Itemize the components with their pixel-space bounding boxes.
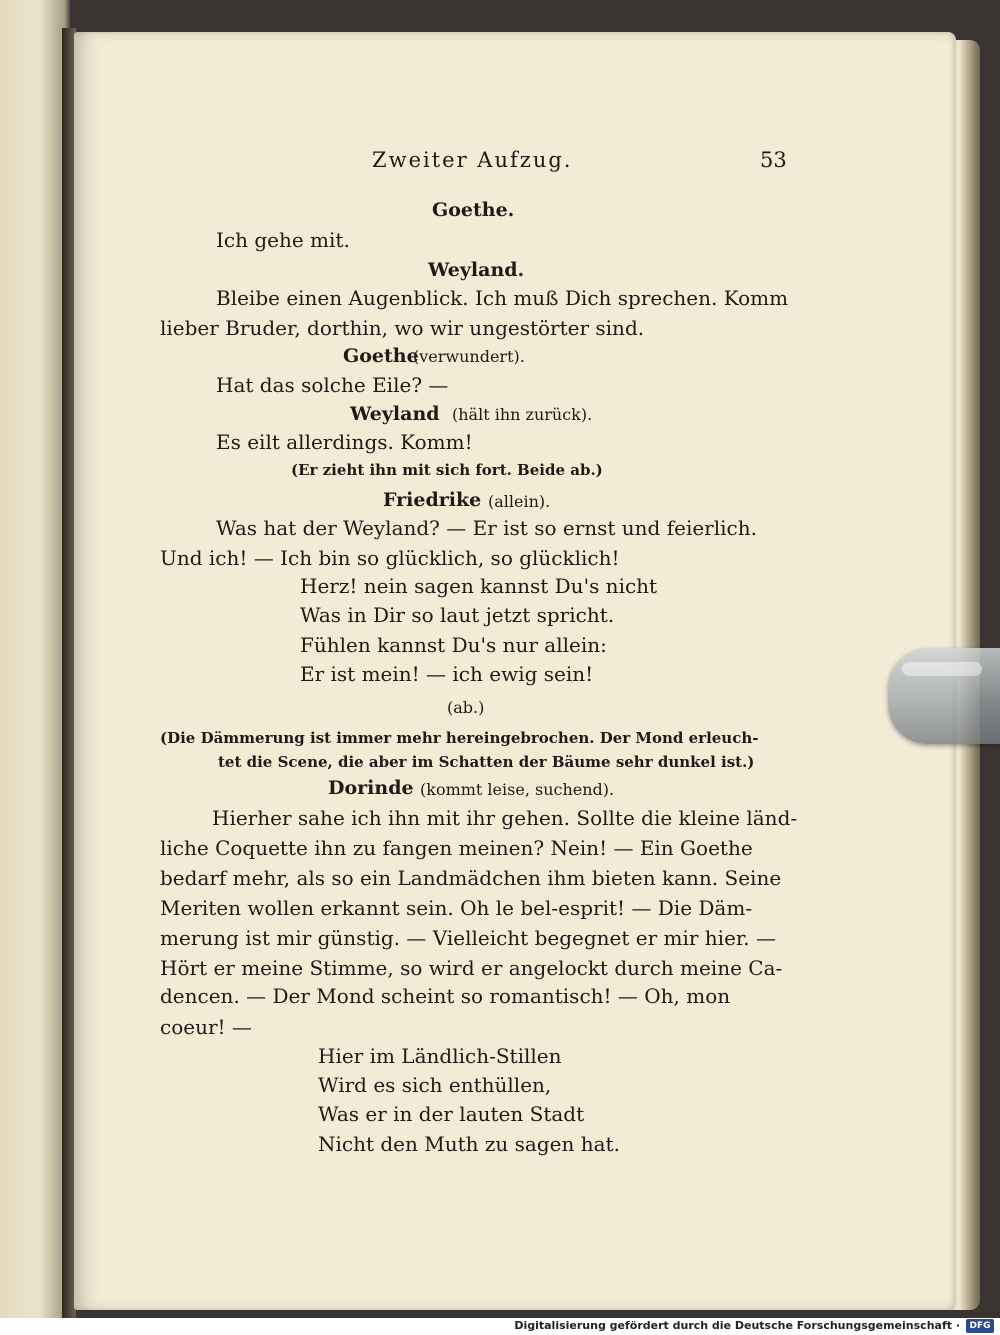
page-clip bbox=[888, 648, 1000, 744]
facing-page-edge bbox=[0, 0, 70, 1318]
verse-line: Fühlen kannst Du's nur allein: bbox=[300, 633, 607, 657]
dialogue-line: bedarf mehr, als so ein Landmädchen ihm bieten kann. Seine bbox=[160, 866, 782, 890]
dialogue-line: Hat das solche Eile? — bbox=[216, 373, 449, 397]
dialogue-line: Hierher sahe ich ihn mit ihr gehen. Sollte die kleine länd- bbox=[212, 806, 798, 830]
dfg-logo: DFG bbox=[966, 1319, 994, 1333]
dialogue-line: Ich gehe mit. bbox=[216, 228, 350, 252]
dialogue-line: Meriten wollen erkannt sein. Oh le bel-esprit! — Die Däm- bbox=[160, 896, 753, 920]
dialogue-line: Was hat der Weyland? — Er ist so ernst und feierlich. bbox=[216, 516, 757, 540]
speaker-friedrike: Friedrike bbox=[383, 489, 482, 511]
verse-line: Hier im Ländlich-Stillen bbox=[318, 1044, 562, 1068]
speaker-goethe: Goethe bbox=[343, 345, 419, 367]
verse-line: Was in Dir so laut jetzt spricht. bbox=[300, 603, 615, 627]
page-number: 53 bbox=[760, 148, 787, 172]
speaker-dorinde: Dorinde bbox=[328, 777, 414, 799]
speaker-goethe: Goethe. bbox=[432, 199, 515, 221]
dialogue-line: lieber Bruder, dorthin, wo wir ungestörter sind. bbox=[160, 316, 645, 340]
dialogue-line: Hört er meine Stimme, so wird er angelockt durch meine Ca- bbox=[160, 956, 783, 980]
digitization-footer bbox=[0, 1318, 1000, 1335]
running-title: Zweiter Aufzug. bbox=[372, 148, 573, 172]
verse-line: Wird es sich enthüllen, bbox=[318, 1073, 552, 1097]
dialogue-line: coeur! — bbox=[160, 1015, 252, 1039]
dialogue-line: merung ist mir günstig. — Vielleicht begegnet er mir hier. — bbox=[160, 926, 776, 950]
dialogue-line: Bleibe einen Augenblick. Ich muß Dich sprechen. Komm bbox=[216, 286, 789, 310]
dialogue-line: liche Coquette ihn zu fangen meinen? Nein! — Ein Goethe bbox=[160, 836, 753, 860]
dialogue-line: Und ich! — Ich bin so glücklich, so glücklich! bbox=[160, 546, 620, 570]
stage-direction: (verwundert). bbox=[413, 347, 525, 366]
stage-direction: (ab.) bbox=[447, 698, 485, 717]
speaker-weyland: Weyland. bbox=[428, 259, 525, 281]
speaker-weyland: Weyland bbox=[350, 403, 440, 425]
verse-line: Herz! nein sagen kannst Du's nicht bbox=[300, 574, 658, 598]
stage-direction: (kommt leise, suchend). bbox=[420, 780, 615, 799]
dialogue-line: Es eilt allerdings. Komm! bbox=[216, 430, 473, 454]
verse-line: Er ist mein! — ich ewig sein! bbox=[300, 662, 594, 686]
funding-credit: Digitalisierung gefördert durch die Deutsche Forschungsgemeinschaft · bbox=[514, 1319, 960, 1332]
stage-direction: tet die Scene, die aber im Schatten der Bäume sehr dunkel ist.) bbox=[218, 753, 755, 771]
stage-direction: (allein). bbox=[488, 492, 551, 511]
stage-direction: (Die Dämmerung ist immer mehr hereingebrochen. Der Mond erleuch- bbox=[160, 729, 759, 747]
stage-direction: (hält ihn zurück). bbox=[452, 405, 593, 424]
verse-line: Was er in der lauten Stadt bbox=[318, 1102, 585, 1126]
dialogue-line: dencen. — Der Mond scheint so romantisch! — Oh, mon bbox=[160, 984, 731, 1008]
verse-line: Nicht den Muth zu sagen hat. bbox=[318, 1132, 620, 1156]
stage-direction: (Er zieht ihn mit sich fort. Beide ab.) bbox=[291, 461, 603, 479]
